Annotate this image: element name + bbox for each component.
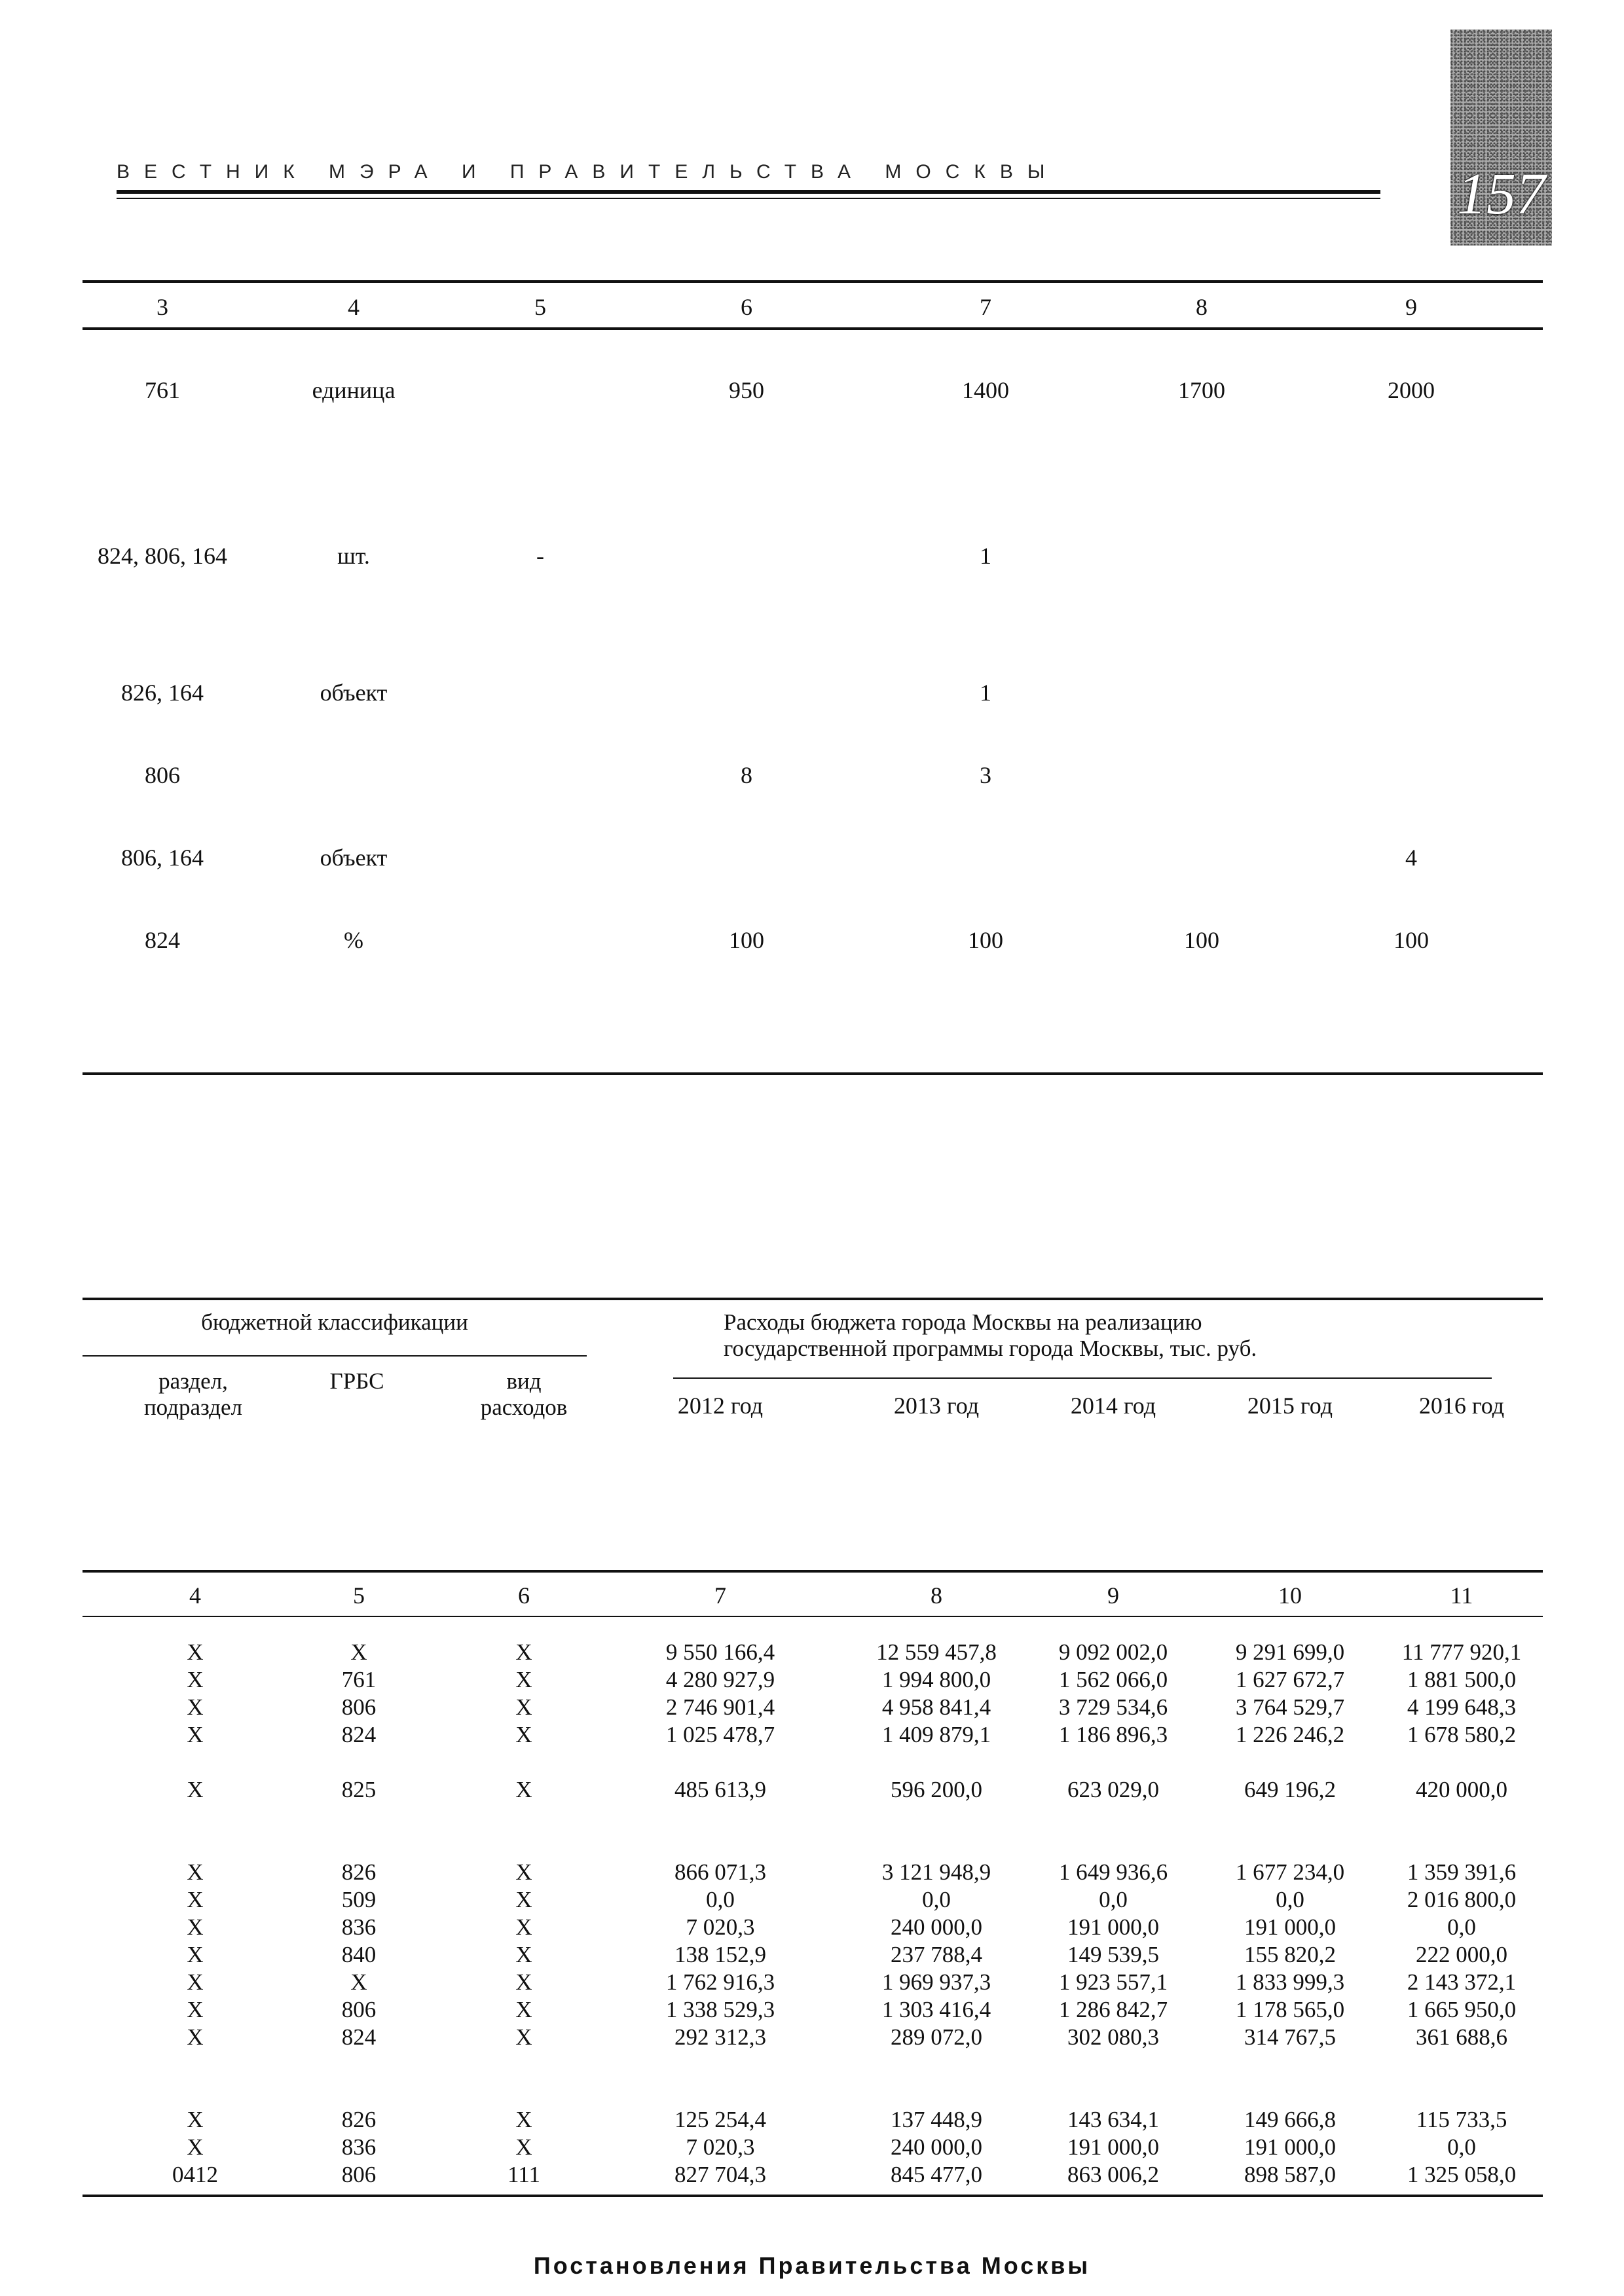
- table2-cell: 485 613,9: [674, 1777, 766, 1802]
- table2-cell: 191 000,0: [1244, 1914, 1336, 1940]
- table1-bottom-rule: [83, 1072, 1543, 1075]
- table2-cell: 1 325 058,0: [1407, 2162, 1517, 2187]
- table2-cell: 1 186 896,3: [1058, 1722, 1168, 1747]
- table2-cell: 4 958 841,4: [881, 1694, 991, 1720]
- table2-cell: Х: [187, 1859, 204, 1885]
- table1-column-number: 7: [980, 294, 991, 320]
- col-grbs-header: ГРБС: [329, 1368, 384, 1394]
- budget-classification-header: бюджетной классификации: [201, 1309, 468, 1335]
- year-header: 2014 год: [1070, 1393, 1156, 1419]
- table1-cell: 1700: [1178, 377, 1225, 403]
- table1-top-rule: [83, 280, 1543, 283]
- table1-cell: 806: [145, 762, 180, 788]
- table2-cell: 7 020,3: [686, 1914, 755, 1940]
- table2-cell: 138 152,9: [674, 1942, 766, 1967]
- table1-cell: единица: [312, 377, 396, 403]
- table2-cell: 1 359 391,6: [1407, 1859, 1517, 1885]
- table2-cell: 866 071,3: [674, 1859, 766, 1885]
- journal-title: ВЕСТНИК МЭРА И ПРАВИТЕЛЬСТВА МОСКВЫ: [117, 161, 1060, 183]
- table2-cell: 289 072,0: [891, 2024, 982, 2050]
- table1-header-rule: [83, 327, 1543, 330]
- header-rule-thin: [117, 198, 1380, 199]
- table2-cell: Х: [187, 2107, 204, 2132]
- col-type-header: вид расходов: [480, 1368, 568, 1420]
- table2-column-number: 4: [189, 1582, 201, 1609]
- table2-cell: 191 000,0: [1067, 1914, 1159, 1940]
- table1-cell: объект: [320, 845, 388, 871]
- table2-cell: 11 777 920,1: [1401, 1639, 1522, 1665]
- table2-cell: 3 764 529,7: [1235, 1694, 1345, 1720]
- table1-cell: 761: [145, 377, 180, 403]
- table2-cell: Х: [187, 1694, 204, 1720]
- table2-cell: 314 767,5: [1244, 2024, 1336, 2050]
- table1-cell: 826, 164: [121, 680, 204, 706]
- table2-cell: 2 143 372,1: [1407, 1969, 1517, 1995]
- table2-cell: Х: [515, 2024, 532, 2050]
- table2-cell: 240 000,0: [891, 1914, 982, 1940]
- year-header: 2012 год: [677, 1393, 764, 1419]
- table2-cell: Х: [187, 1942, 204, 1967]
- table2-cell: 1 226 246,2: [1235, 1722, 1345, 1747]
- table2-cell: 1 677 234,0: [1235, 1859, 1345, 1885]
- table2-cell: 143 634,1: [1067, 2107, 1159, 2132]
- table2-cell: 7 020,3: [686, 2134, 755, 2160]
- table2-cell: 1 665 950,0: [1407, 1997, 1517, 2022]
- table1-cell: 8: [741, 762, 752, 788]
- table1-column-number: 9: [1405, 294, 1417, 320]
- table2-cell: 3 121 948,9: [881, 1859, 991, 1885]
- table2-cell: 1 994 800,0: [881, 1667, 991, 1692]
- table1-cell: 100: [1393, 927, 1429, 953]
- table1-cell: 100: [729, 927, 764, 953]
- table2-cell: 2 016 800,0: [1407, 1887, 1517, 1912]
- table2-cell: 824: [341, 1722, 377, 1747]
- table2-cell: 836: [341, 2134, 377, 2160]
- table2-cell: Х: [515, 2134, 532, 2160]
- table2-column-number: 8: [931, 1582, 942, 1609]
- table2-cell: 0,0: [922, 1887, 951, 1912]
- table2-cell: 9 291 699,0: [1235, 1639, 1345, 1665]
- table2-cell: Х: [515, 1667, 532, 1692]
- table2-cell: 845 477,0: [891, 2162, 982, 2187]
- table2-cell: Х: [187, 1777, 204, 1802]
- table2-cell: Х: [515, 1997, 532, 2022]
- table2-cell: 115 733,5: [1416, 2107, 1507, 2132]
- table2-cell: 1 303 416,4: [881, 1997, 991, 2022]
- table1-cell: 950: [729, 377, 764, 403]
- table2-cell: Х: [187, 1997, 204, 2022]
- table2-cell: Х: [187, 1914, 204, 1940]
- table1-cell: шт.: [337, 543, 370, 569]
- table2-cell: Х: [350, 1639, 367, 1665]
- table2-cell: 827 704,3: [674, 2162, 766, 2187]
- table2-cell: Х: [515, 1639, 532, 1665]
- table2-cell: 825: [341, 1777, 377, 1802]
- table2-cell: 3 729 534,6: [1058, 1694, 1168, 1720]
- table2-cell: 149 539,5: [1067, 1942, 1159, 1967]
- table2-cell: Х: [187, 1722, 204, 1747]
- table2-column-number: 6: [518, 1582, 530, 1609]
- table2-cell: 623 029,0: [1067, 1777, 1159, 1802]
- table2-cell: 4 280 927,9: [665, 1667, 775, 1692]
- table2-cell: 898 587,0: [1244, 2162, 1336, 2187]
- table2-cell: 240 000,0: [891, 2134, 982, 2160]
- table2-cell: Х: [187, 1639, 204, 1665]
- table1-column-number: 4: [348, 294, 360, 320]
- table2-cell: 1 286 842,7: [1058, 1997, 1168, 2022]
- table2-cell: 1 969 937,3: [881, 1969, 991, 1995]
- table2-column-number: 7: [714, 1582, 726, 1609]
- table2-classification-rule: [83, 1355, 587, 1357]
- table2-column-number: 10: [1278, 1582, 1302, 1609]
- table2-cell: 1 025 478,7: [665, 1722, 775, 1747]
- year-header: 2013 год: [893, 1393, 980, 1419]
- table2-cell: 1 923 557,1: [1058, 1969, 1168, 1995]
- table2-cell: 1 178 565,0: [1235, 1997, 1345, 2022]
- table2-column-number: 5: [353, 1582, 365, 1609]
- table2-cell: 0,0: [1099, 1887, 1128, 1912]
- table2-bottom-rule: [83, 2195, 1543, 2197]
- table2-cell: 191 000,0: [1067, 2134, 1159, 2160]
- table2-cell: 137 448,9: [891, 2107, 982, 2132]
- footer-section-title: Постановления Правительства Москвы: [533, 2252, 1091, 2279]
- table2-cell: 1 338 529,3: [665, 1997, 775, 2022]
- table2-colnum-rule: [83, 1616, 1543, 1617]
- table1-column-number: 6: [741, 294, 752, 320]
- table2-cell: 0,0: [706, 1887, 735, 1912]
- table1-cell: 1: [980, 543, 991, 569]
- table2-cell: 4 199 648,3: [1407, 1694, 1517, 1720]
- table2-cell: Х: [515, 1914, 532, 1940]
- table2-cell: 509: [341, 1887, 377, 1912]
- table2-cell: 0412: [172, 2162, 218, 2187]
- table1-cell: 2000: [1388, 377, 1435, 403]
- table2-cell: Х: [187, 2134, 204, 2160]
- table2-cell: Х: [515, 1859, 532, 1885]
- table2-top-rule: [83, 1298, 1543, 1300]
- table2-cell: 9 550 166,4: [665, 1639, 775, 1665]
- table1-cell: -: [536, 543, 544, 569]
- table2-cell: 649 196,2: [1244, 1777, 1336, 1802]
- expenses-header: Расходы бюджета города Москвы на реализацию государственной программы города Москвы, тыс. руб.: [724, 1309, 1257, 1361]
- table1-cell: 1: [980, 680, 991, 706]
- table2-cell: 0,0: [1447, 2134, 1476, 2160]
- table2-cell: Х: [515, 1694, 532, 1720]
- table2-column-number: 11: [1450, 1582, 1473, 1609]
- table2-cell: 826: [341, 1859, 377, 1885]
- table2-header-bottom-rule: [83, 1570, 1543, 1573]
- table2-cell: Х: [515, 1887, 532, 1912]
- table1-cell: 4: [1405, 845, 1417, 871]
- table2-expenses-rule: [673, 1377, 1492, 1379]
- table1-cell: 100: [1184, 927, 1219, 953]
- table1-column-number: 8: [1196, 294, 1208, 320]
- table2-cell: 292 312,3: [674, 2024, 766, 2050]
- table2-cell: Х: [515, 1777, 532, 1802]
- table2-cell: 824: [341, 2024, 377, 2050]
- table2-cell: Х: [515, 1942, 532, 1967]
- table2-cell: Х: [515, 1722, 532, 1747]
- table1-cell: 100: [968, 927, 1003, 953]
- table2-cell: 806: [341, 1694, 377, 1720]
- table1-cell: 3: [980, 762, 991, 788]
- table2-cell: 1 627 672,7: [1235, 1667, 1345, 1692]
- table2-cell: 420 000,0: [1416, 1777, 1507, 1802]
- table2-cell: 1 409 879,1: [881, 1722, 991, 1747]
- year-header: 2016 год: [1418, 1393, 1505, 1419]
- table2-cell: 155 820,2: [1244, 1942, 1336, 1967]
- table2-cell: 111: [507, 2162, 540, 2187]
- table2-cell: 1 562 066,0: [1058, 1667, 1168, 1692]
- table2-cell: 12 559 457,8: [876, 1639, 997, 1665]
- table1-cell: 824: [145, 927, 180, 953]
- header-rule-thick: [117, 190, 1380, 194]
- table2-cell: 191 000,0: [1244, 2134, 1336, 2160]
- table2-cell: 1 762 916,3: [665, 1969, 775, 1995]
- table2-cell: Х: [187, 1969, 204, 1995]
- table2-cell: 1 881 500,0: [1407, 1667, 1517, 1692]
- table2-cell: 761: [341, 1667, 377, 1692]
- table2-cell: 840: [341, 1942, 377, 1967]
- table2-cell: 826: [341, 2107, 377, 2132]
- table2-column-number: 9: [1107, 1582, 1119, 1609]
- table2-cell: 1 833 999,3: [1235, 1969, 1345, 1995]
- col-section-header: раздел, подраздел: [143, 1368, 243, 1420]
- table2-cell: 237 788,4: [891, 1942, 982, 1967]
- table2-cell: Х: [350, 1969, 367, 1995]
- table2-cell: 125 254,4: [674, 2107, 766, 2132]
- table2-cell: 302 080,3: [1067, 2024, 1159, 2050]
- year-header: 2015 год: [1247, 1393, 1333, 1419]
- table2-cell: 9 092 002,0: [1058, 1639, 1168, 1665]
- table2-cell: Х: [515, 1969, 532, 1995]
- table2-cell: 596 200,0: [891, 1777, 982, 1802]
- table1-cell: %: [344, 927, 363, 953]
- table2-cell: 1 649 936,6: [1058, 1859, 1168, 1885]
- table2-cell: 0,0: [1447, 1914, 1476, 1940]
- table2-cell: 222 000,0: [1416, 1942, 1507, 1967]
- table2-cell: Х: [187, 2024, 204, 2050]
- table2-cell: 361 688,6: [1416, 2024, 1507, 2050]
- page-number: 157: [1457, 162, 1545, 227]
- table1-column-number: 3: [157, 294, 168, 320]
- table2-cell: 836: [341, 1914, 377, 1940]
- table2-cell: 2 746 901,4: [665, 1694, 775, 1720]
- table2-cell: 149 666,8: [1244, 2107, 1336, 2132]
- table2-cell: Х: [515, 2107, 532, 2132]
- table2-cell: 806: [341, 2162, 377, 2187]
- table2-cell: 1 678 580,2: [1407, 1722, 1517, 1747]
- table1-cell: 1400: [962, 377, 1009, 403]
- table1-cell: объект: [320, 680, 388, 706]
- table2-cell: Х: [187, 1667, 204, 1692]
- table2-cell: 806: [341, 1997, 377, 2022]
- table1-column-number: 5: [534, 294, 546, 320]
- table1-cell: 806, 164: [121, 845, 204, 871]
- page-number-badge: [1450, 29, 1552, 246]
- table2-cell: 0,0: [1276, 1887, 1304, 1912]
- table2-cell: 863 006,2: [1067, 2162, 1159, 2187]
- table2-cell: Х: [187, 1887, 204, 1912]
- table1-cell: 824, 806, 164: [98, 543, 227, 569]
